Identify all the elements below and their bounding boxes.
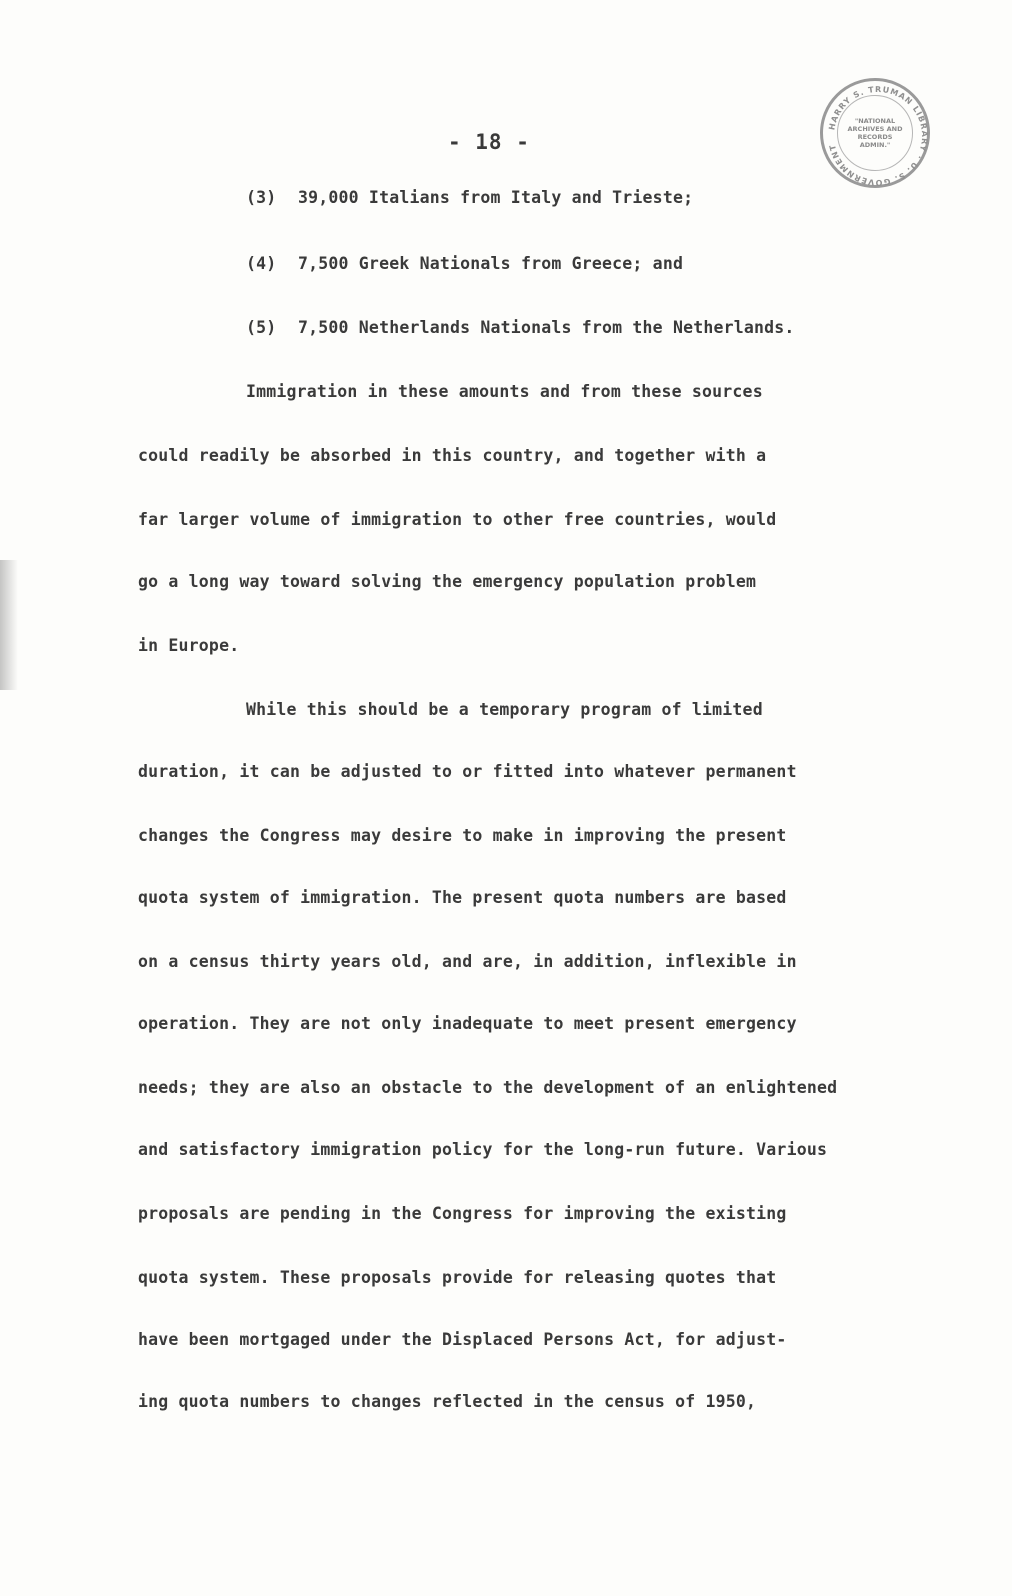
- paragraph-line: could readily be absorbed in this country, and together with a: [138, 446, 767, 465]
- paragraph-line: have been mortgaged under the Displaced Persons Act, for adjust-: [138, 1330, 787, 1349]
- paragraph-line: duration, it can be adjusted to or fitted into whatever permanent: [138, 762, 797, 781]
- paragraph-line: ing quota numbers to changes reflected in the census of 1950,: [138, 1392, 757, 1411]
- stamp-center: [837, 95, 913, 171]
- paragraph-line: Immigration in these amounts and from these sources: [246, 382, 763, 401]
- list-item: [246, 188, 693, 207]
- list-item: [246, 318, 795, 337]
- list-item-text: 7,500 Netherlands Nationals from the Netherlands.: [298, 318, 795, 337]
- page-number: - 18 -: [448, 130, 530, 154]
- list-item-text: 39,000 Italians from Italy and Trieste;: [298, 188, 694, 207]
- stamp-center-text: "NATIONAL ARCHIVES AND RECORDS ADMIN.": [847, 117, 903, 149]
- paragraph-line: proposals are pending in the Congress for improving the existing: [138, 1204, 787, 1223]
- paragraph-line: quota system. These proposals provide for releasing quotes that: [138, 1268, 777, 1287]
- paragraph-line: operation. They are not only inadequate to meet present emergency: [138, 1014, 797, 1033]
- library-stamp: [820, 78, 930, 188]
- paragraph-line: changes the Congress may desire to make in improving the present: [138, 826, 787, 845]
- list-item: [246, 254, 683, 273]
- edge-smudge: [0, 560, 18, 690]
- paragraph-line: needs; they are also an obstacle to the development of an enlightened: [138, 1078, 838, 1097]
- list-item-number: (4): [246, 254, 277, 273]
- stamp-ring-text: HARRY S. TRUMAN LIBRARY · U. S. GOVERNMENT: [827, 84, 930, 188]
- paragraph-line: on a census thirty years old, and are, in addition, inflexible in: [138, 952, 797, 971]
- paragraph-line: in Europe.: [138, 636, 240, 655]
- list-item-number: (5): [246, 318, 277, 337]
- list-item-text: 7,500 Greek Nationals from Greece; and: [298, 254, 684, 273]
- paragraph-line: quota system of immigration. The present quota numbers are based: [138, 888, 787, 907]
- paragraph-line: While this should be a temporary program of limited: [246, 700, 763, 719]
- paragraph-line: far larger volume of immigration to other free countries, would: [138, 510, 777, 529]
- list-item-number: (3): [246, 188, 277, 207]
- paragraph-line: go a long way toward solving the emergency population problem: [138, 572, 757, 591]
- paragraph-line: and satisfactory immigration policy for the long-run future. Various: [138, 1140, 828, 1159]
